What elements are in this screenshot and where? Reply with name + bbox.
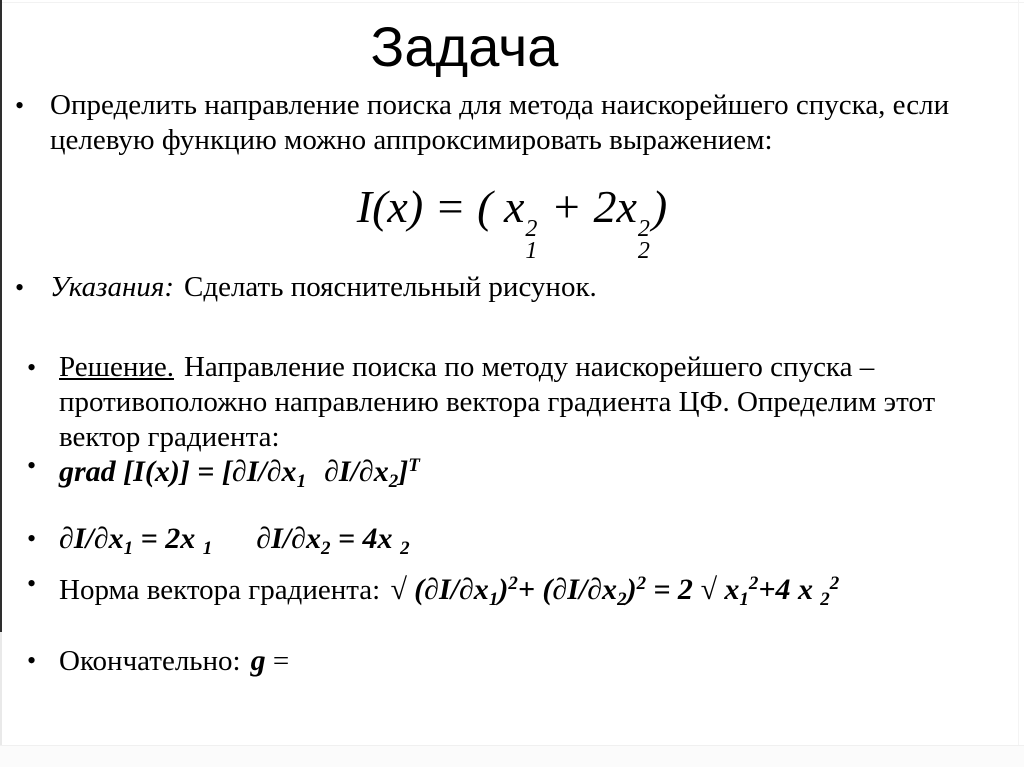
text-line: Сделать пояснительный рисунок. [183,271,597,303]
g-vector-symbol: g [250,644,266,677]
formula-segment: ) [626,573,637,606]
formula-close-paren: ) [651,181,668,232]
formula-segment: ∂I/∂x [256,522,321,555]
formula-lhs: I(x) [356,181,424,232]
bullet-icon: • [27,353,37,382]
gradient-norm-label: Норма вектора градиента: [59,574,381,606]
formula-segment: grad [I(x)] = [∂I/∂x [59,455,297,488]
formula-segment: ∂I/∂x [59,522,124,555]
superscript: 2 [508,573,518,594]
formula-segment: +4 x [758,573,813,606]
equals-sign: = [272,645,290,677]
superscript: 2 [829,573,840,594]
gradient-formula-item [0,448,1024,499]
slide-left-edge [0,0,2,632]
problem-statement-item [0,88,1024,158]
formula-x2: x [616,181,637,232]
subscript: 1 [296,471,307,492]
gradient-norm-formula [59,566,839,617]
x2-sup: 2 [637,216,650,242]
text-line: Определить направление поиска для метода наискорейшего спуска, если [50,89,950,121]
subscript: 1 [739,589,749,610]
slide-title: Задача [370,15,559,78]
x2-subsup [638,218,650,262]
final-answer-text [59,643,289,679]
formula-segment: ] [398,455,409,488]
x1-sup: 2 [525,216,538,242]
superscript: 2 [636,573,647,594]
bullet-icon: • [27,524,37,553]
formula-segment: = 2x [140,522,196,555]
subscript: 2 [320,538,331,559]
x1-subsup [525,218,537,262]
solution-text [59,350,935,455]
problem-statement-text [50,88,949,158]
slide-right-edge [1018,0,1019,745]
subscript: 1 [123,538,134,559]
formula-segment: = 2 √ x [653,573,740,606]
text-line: вектор градиента: [59,421,280,453]
formula-equals: = ( [434,181,493,232]
slide-top-edge [0,2,1024,3]
hints-text [50,270,597,305]
bullet-icon: • [27,569,37,598]
partial-derivatives-formula [59,521,410,566]
x1-sub: 1 [525,238,538,264]
slide-left-edge-light [0,632,2,746]
text-line: целевую функцию можно аппроксимировать выражением: [50,124,773,156]
bullet-icon: • [27,451,37,480]
slide-bottom-band [0,745,1024,767]
subscript: 2 [400,538,410,559]
solution-label: Решение. [59,351,174,383]
solution-item [0,350,1024,455]
subscript: 1 [488,589,499,610]
formula-segment: ) [498,573,509,606]
superscript: T [408,455,420,476]
slide-content [0,88,1024,679]
formula-segment: = 4x [337,522,393,555]
text-line: противоположно направлению вектора градиента ЦФ. Определим этот [59,386,936,418]
objective-function-formula [0,176,1024,264]
final-answer-label: Окончательно: [59,645,241,677]
subscript: 2 [820,589,830,610]
bullet-icon: • [15,273,25,302]
bullet-icon: • [15,91,25,120]
final-answer-item [0,643,1024,679]
partial-derivatives-item [0,521,1024,566]
subscript: 2 [388,471,399,492]
superscript: 2 [748,573,759,594]
subscript: 1 [202,538,213,559]
text-line: Направление поиска по методу наискорейшего спуска – [183,351,875,383]
formula-segment: ∂I/∂x [324,455,389,488]
subscript: 2 [617,589,627,610]
gradient-formula [59,448,420,499]
x2-sub: 2 [637,238,650,264]
formula-segment: + (∂I/∂x [517,573,618,606]
gradient-norm-item [0,566,1024,617]
formula-plus: + 2 [550,181,617,232]
bullet-icon: • [27,646,37,675]
hints-item [0,270,1024,305]
formula-x1: x [504,181,525,232]
formula-segment: √ (∂I/∂x [390,573,489,606]
hints-label: Указания: [50,271,174,303]
